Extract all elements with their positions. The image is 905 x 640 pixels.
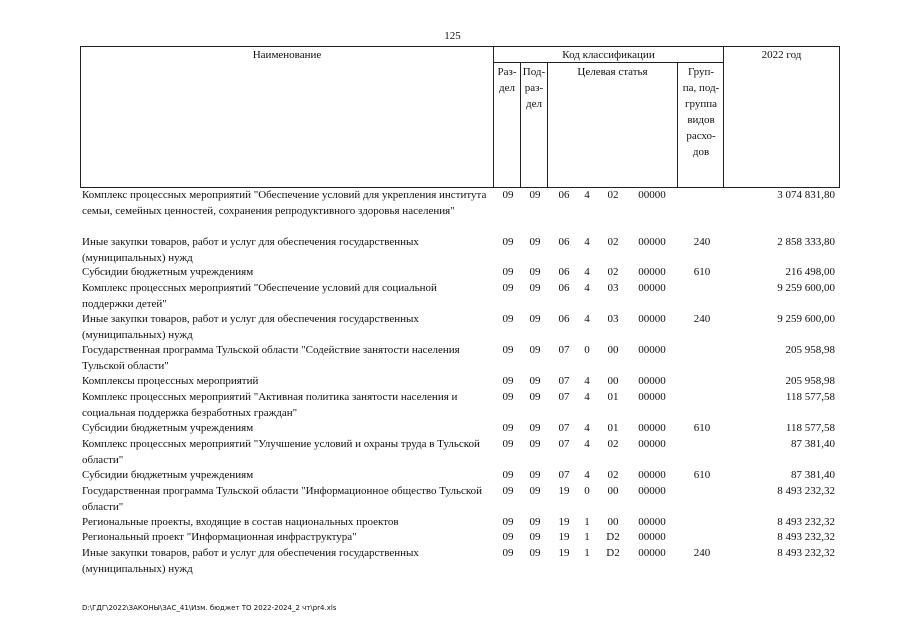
header-subsection-line: Под- <box>522 66 546 78</box>
row-code-razdel: 09 <box>502 485 514 497</box>
row-code-c3: 02 <box>607 189 619 201</box>
row-code-razdel: 09 <box>502 531 514 543</box>
header-group-line: дов <box>692 146 710 158</box>
row-code-razdel: 09 <box>502 344 514 356</box>
row-code-podrazdel: 09 <box>529 236 541 248</box>
row-code-c1: 07 <box>558 422 570 434</box>
row-amount: 8 493 232,32 <box>777 531 835 543</box>
header-group-line: Груп- <box>687 66 715 78</box>
row-code-c4: 00000 <box>638 236 666 248</box>
footer-file-path: D:\ГДГ\2022\ЗАКОНЫ\ЗАС_41\Изм. бюджет ТО 2022-2024_2 чт\pr4.xls <box>82 604 337 612</box>
page-number: 125 <box>444 30 461 42</box>
row-name: Комплекс процессных мероприятий "Улучшение условий и охраны труда в Тульской области" <box>82 438 480 466</box>
row-code-c2: 1 <box>584 531 590 543</box>
row-name: Комплексы процессных мероприятий <box>82 375 259 387</box>
row-code-podrazdel: 09 <box>529 375 541 387</box>
row-code-c4: 00000 <box>638 189 666 201</box>
row-code-c3: 01 <box>607 391 619 403</box>
row-code-c2: 4 <box>584 189 590 201</box>
row-code-c4: 00000 <box>638 516 666 528</box>
row-code-razdel: 09 <box>502 282 514 294</box>
header-group-line: видов <box>687 114 715 126</box>
row-name: Комплекс процессных мероприятий "Обеспечение условий для социальной поддержки детей" <box>82 282 437 310</box>
header-section-line: дел <box>499 82 515 94</box>
row-code-podrazdel: 09 <box>529 344 541 356</box>
row-code-razdel: 09 <box>502 313 514 325</box>
header-subsection-line: раз- <box>524 82 544 94</box>
row-code-c3: D2 <box>606 547 620 559</box>
row-amount: 118 577,58 <box>785 391 835 403</box>
row-name: Государственная программа Тульской области "Содействие занятости населения Тульской области" <box>82 344 460 372</box>
row-code-c1: 07 <box>558 375 570 387</box>
row-code-podrazdel: 09 <box>529 313 541 325</box>
row-code-c1: 06 <box>558 236 570 248</box>
row-code-c4: 00000 <box>638 344 666 356</box>
row-code-c2: 4 <box>584 391 590 403</box>
row-code-c2: 4 <box>584 266 590 278</box>
row-code-c4: 00000 <box>638 282 666 294</box>
row-amount: 205 958,98 <box>785 344 835 356</box>
row-code-c3: 03 <box>607 282 619 294</box>
row-code-podrazdel: 09 <box>529 189 541 201</box>
row-code-c1: 07 <box>558 391 570 403</box>
header-code-divider <box>493 62 724 63</box>
header-section-line: Раз- <box>497 66 517 78</box>
row-code-razdel: 09 <box>502 547 514 559</box>
row-code-c1: 06 <box>558 313 570 325</box>
row-code-razdel: 09 <box>502 391 514 403</box>
header-name-cell <box>80 46 494 188</box>
row-name: Иные закупки товаров, работ и услуг для обеспечения государственных (муниципальных) нужд <box>82 236 419 264</box>
row-name: Субсидии бюджетным учреждениям <box>82 422 254 434</box>
header-target-label: Целевая статья <box>577 66 648 78</box>
row-code-podrazdel: 09 <box>529 266 541 278</box>
row-code-c3: 00 <box>607 516 619 528</box>
row-code-c3: 02 <box>607 236 619 248</box>
row-code-c1: 19 <box>558 547 570 559</box>
row-code-c4: 00000 <box>638 469 666 481</box>
row-code-c1: 19 <box>558 531 570 543</box>
row-code-podrazdel: 09 <box>529 469 541 481</box>
header-year-label: 2022 год <box>761 49 802 61</box>
row-amount: 87 381,40 <box>791 469 835 481</box>
row-code-c3: 02 <box>607 438 619 450</box>
row-name: Региональный проект "Информационная инфраструктура" <box>82 531 357 543</box>
row-code-razdel: 09 <box>502 516 514 528</box>
row-code-c1: 07 <box>558 344 570 356</box>
row-code-c1: 06 <box>558 266 570 278</box>
row-code-c1: 06 <box>558 282 570 294</box>
row-code-c4: 00000 <box>638 531 666 543</box>
row-name: Комплекс процессных мероприятий "Обеспечение условий для укрепления института семьи, семейных ценностей, сохранения репродуктивного здоровья населения" <box>82 189 487 217</box>
row-code-razdel: 09 <box>502 469 514 481</box>
row-code-podrazdel: 09 <box>529 391 541 403</box>
row-amount: 3 074 831,80 <box>777 189 835 201</box>
row-code-vid: 610 <box>693 422 711 434</box>
row-code-podrazdel: 09 <box>529 547 541 559</box>
row-amount: 205 958,98 <box>785 375 835 387</box>
row-code-vid: 240 <box>693 236 711 248</box>
row-code-podrazdel: 09 <box>529 531 541 543</box>
row-code-c1: 07 <box>558 469 570 481</box>
row-code-razdel: 09 <box>502 438 514 450</box>
row-code-c3: 02 <box>607 266 619 278</box>
row-code-c2: 4 <box>584 375 590 387</box>
header-group-line: группа <box>684 98 718 110</box>
row-code-c4: 00000 <box>638 375 666 387</box>
row-code-c3: 00 <box>607 375 619 387</box>
row-code-c3: 00 <box>607 485 619 497</box>
row-code-c2: 4 <box>584 282 590 294</box>
row-amount: 2 858 333,80 <box>777 236 835 248</box>
row-name: Региональные проекты, входящие в состав национальных проектов <box>82 516 399 528</box>
row-amount: 8 493 232,32 <box>777 516 835 528</box>
row-code-c4: 00000 <box>638 313 666 325</box>
row-code-c2: 4 <box>584 438 590 450</box>
row-code-podrazdel: 09 <box>529 438 541 450</box>
row-code-c2: 1 <box>584 547 590 559</box>
header-section-label <box>494 64 520 96</box>
row-code-razdel: 09 <box>502 375 514 387</box>
row-code-c2: 0 <box>584 485 590 497</box>
row-code-c2: 1 <box>584 516 590 528</box>
row-code-c1: 19 <box>558 516 570 528</box>
row-code-c2: 4 <box>584 313 590 325</box>
row-name: Государственная программа Тульской области "Информационное общество Тульской области" <box>82 485 483 513</box>
row-code-c1: 06 <box>558 189 570 201</box>
row-amount: 8 493 232,32 <box>777 485 835 497</box>
header-name-label: Наименование <box>252 49 322 61</box>
row-code-c2: 0 <box>584 344 590 356</box>
row-code-razdel: 09 <box>502 236 514 248</box>
header-year-cell <box>723 46 840 188</box>
row-code-podrazdel: 09 <box>529 485 541 497</box>
row-code-podrazdel: 09 <box>529 282 541 294</box>
header-subsection-line: дел <box>526 98 542 110</box>
header-group-line: расхо- <box>686 130 716 142</box>
row-code-vid: 610 <box>693 469 711 481</box>
row-amount: 9 259 600,00 <box>777 313 835 325</box>
row-code-c3: 02 <box>607 469 619 481</box>
row-amount: 118 577,58 <box>785 422 835 434</box>
row-code-c1: 19 <box>558 485 570 497</box>
row-code-c1: 07 <box>558 438 570 450</box>
header-code-label: Код классификации <box>562 49 655 61</box>
row-code-c3: 03 <box>607 313 619 325</box>
row-code-c2: 4 <box>584 422 590 434</box>
header-subsection-divider <box>547 62 548 188</box>
row-code-c3: 01 <box>607 422 619 434</box>
row-code-razdel: 09 <box>502 266 514 278</box>
row-name: Иные закупки товаров, работ и услуг для обеспечения государственных (муниципальных) нужд <box>82 547 419 575</box>
row-name: Комплекс процессных мероприятий "Активная политика занятости населения и социальная поддержка безработных граждан" <box>82 391 458 419</box>
row-code-razdel: 09 <box>502 189 514 201</box>
row-code-podrazdel: 09 <box>529 422 541 434</box>
row-code-vid: 240 <box>693 547 711 559</box>
row-code-c4: 00000 <box>638 422 666 434</box>
row-amount: 87 381,40 <box>791 438 835 450</box>
row-code-vid: 240 <box>693 313 711 325</box>
row-name: Субсидии бюджетным учреждениям <box>82 469 254 481</box>
row-amount: 216 498,00 <box>785 266 835 278</box>
row-code-c4: 00000 <box>638 266 666 278</box>
row-code-podrazdel: 09 <box>529 516 541 528</box>
row-amount: 9 259 600,00 <box>777 282 835 294</box>
header-subsection-label <box>521 64 547 112</box>
row-name: Иные закупки товаров, работ и услуг для обеспечения государственных (муниципальных) нужд <box>82 313 419 341</box>
row-code-c3: D2 <box>606 531 620 543</box>
row-code-vid: 610 <box>693 266 711 278</box>
header-group-label <box>678 64 724 160</box>
row-code-razdel: 09 <box>502 422 514 434</box>
header-group-line: па, под- <box>682 82 720 94</box>
row-code-c4: 00000 <box>638 547 666 559</box>
row-name: Субсидии бюджетным учреждениям <box>82 266 254 278</box>
row-code-c2: 4 <box>584 236 590 248</box>
row-code-c2: 4 <box>584 469 590 481</box>
row-code-c3: 00 <box>607 344 619 356</box>
row-code-c4: 00000 <box>638 485 666 497</box>
row-amount: 8 493 232,32 <box>777 547 835 559</box>
row-code-c4: 00000 <box>638 391 666 403</box>
row-code-c4: 00000 <box>638 438 666 450</box>
